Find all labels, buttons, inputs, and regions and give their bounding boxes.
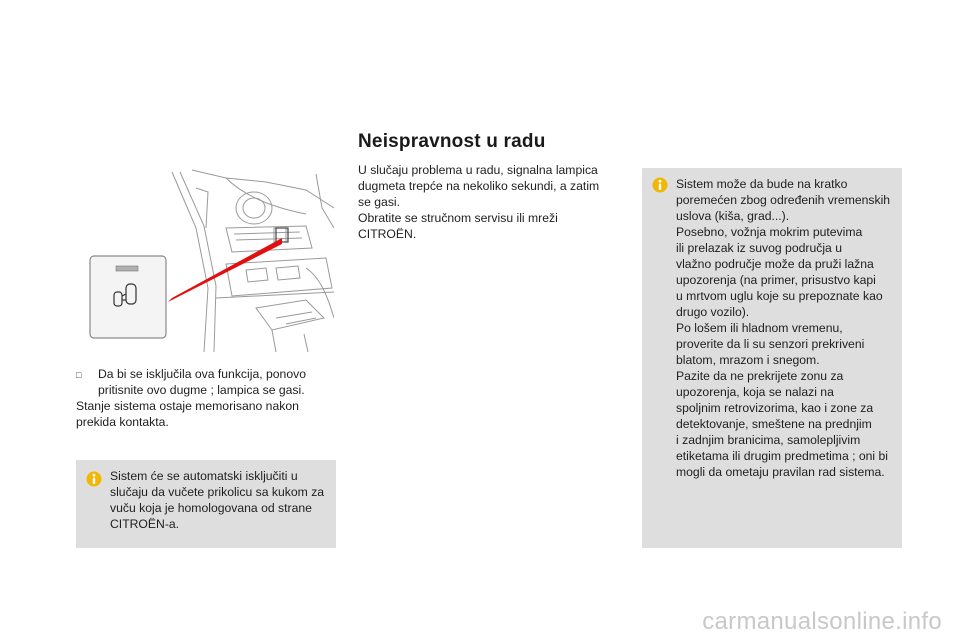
paragraph-line: dugmeta trepće na nekoliko sekundi, a zatim — [358, 179, 600, 193]
note-line: vuču koja je homologovana od strane — [110, 501, 312, 515]
note-line: Po lošem ili hladnom vremenu, — [676, 321, 843, 335]
blind-spot-button-illustration — [76, 168, 334, 352]
info-note-weather — [642, 168, 902, 548]
note-line: spoljnim retrovizorima, kao i zone za — [676, 401, 874, 415]
note-line: Posebno, vožnja mokrim putevima — [676, 225, 863, 239]
instruction-block — [76, 366, 338, 430]
note-line: detektovanje, smeštene na prednjim — [676, 417, 872, 431]
note-line: CITROËN-a. — [110, 517, 180, 531]
info-note-trailer — [76, 460, 336, 548]
note-line: slučaju da vučete prikolicu sa kukom za — [110, 485, 325, 499]
bullet-marker-icon: □ — [76, 370, 82, 380]
note-line: u mrtvom uglu koje su prepoznate kao — [676, 289, 883, 303]
paragraph-line: CITROËN. — [358, 227, 417, 241]
note-line: Sistem može da bude na kratko — [676, 177, 848, 191]
state-line: prekida kontakta. — [76, 415, 169, 429]
paragraph-line: se gasi. — [358, 195, 401, 209]
note-line: blatom, mrazom i snegom. — [676, 353, 820, 367]
note-line: mogli da ometaju pravilan rad sistema. — [676, 465, 885, 479]
note-text — [676, 176, 894, 480]
section-title: Neispravnost u radu — [358, 131, 546, 152]
note-line: upozorenja (na primer, prisustvo kapi — [676, 273, 876, 287]
note-line: i zadnjim branicima, samolepljivim — [676, 433, 861, 447]
note-line: proverite da li su senzori prekriveni — [676, 337, 865, 351]
note-line: upozorenja, koja se nalazi na — [676, 385, 834, 399]
state-line: Stanje sistema ostaje memorisano nakon — [76, 399, 299, 413]
malfunction-text — [358, 162, 610, 242]
watermark[interactable]: carmanualsonline.info — [702, 608, 942, 635]
note-line: etiketama ili drugim predmetima ; oni bi — [676, 449, 889, 463]
note-line: vlažno područje može da pruži lažna — [676, 257, 874, 271]
bullet-item — [76, 366, 338, 398]
paragraph-line: U slučaju problema u radu, signalna lampica — [358, 163, 598, 177]
bullet-line: pritisnite ovo dugme ; lampica se gasi. — [98, 383, 305, 397]
paragraph-line: Obratite se stručnom servisu ili mreži — [358, 211, 558, 225]
note-line: uslova (kiša, grad...). — [676, 209, 790, 223]
note-line: Pazite da ne prekrijete zonu za — [676, 369, 844, 383]
note-text — [110, 468, 328, 532]
note-line: drugo vozilo). — [676, 305, 750, 319]
info-icon — [652, 177, 668, 193]
note-line: poremećen zbog određenih vremenskih — [676, 193, 891, 207]
note-line: ili prelazak iz suvog područja u — [676, 241, 842, 255]
info-icon — [86, 471, 102, 487]
note-line: Sistem će se automatski isključiti u — [110, 469, 298, 483]
bullet-line: Da bi se isključila ova funkcija, ponovo — [98, 367, 306, 381]
